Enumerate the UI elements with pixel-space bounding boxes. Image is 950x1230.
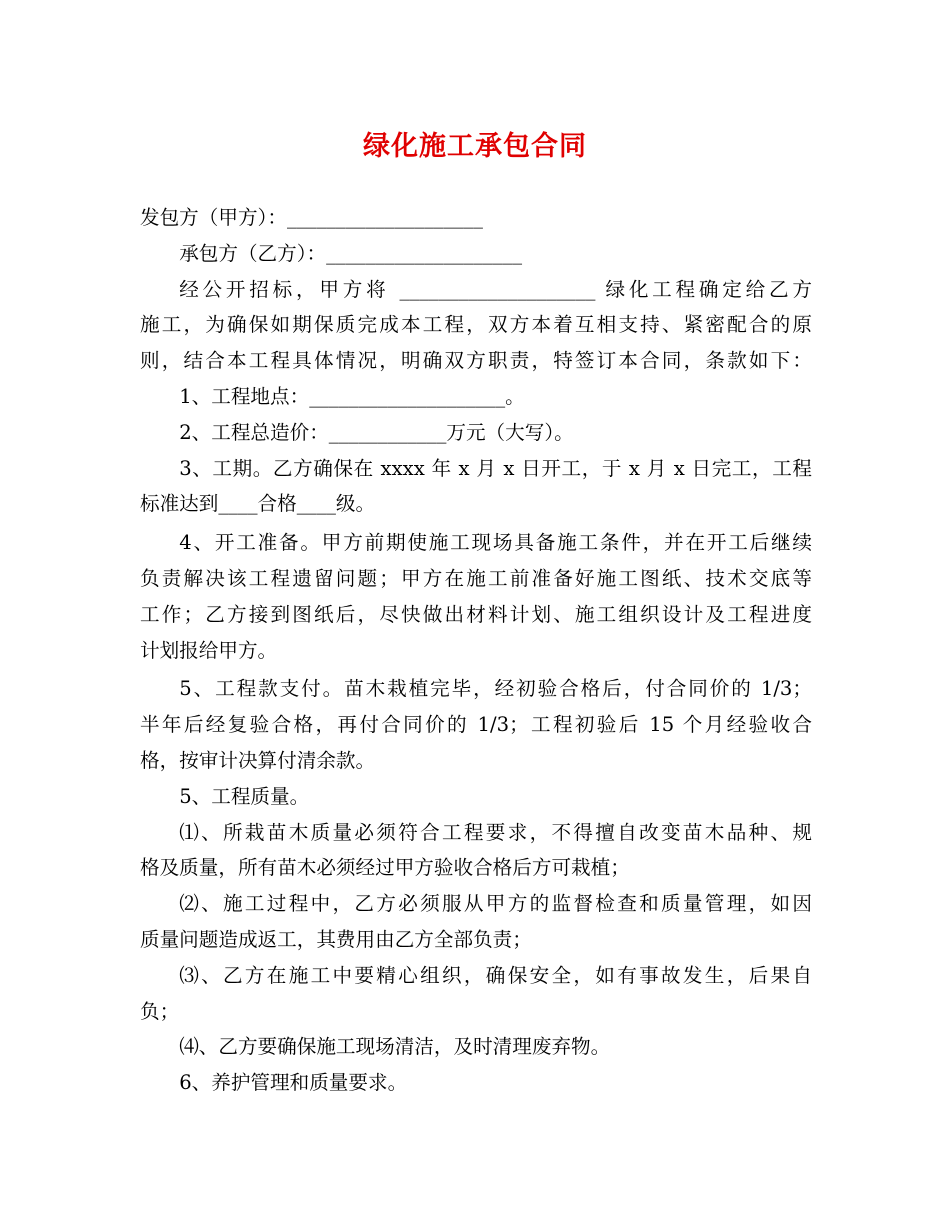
quality-item-3-line-2: 负；	[140, 999, 180, 1023]
quality-item-3-line-1: ⑶、乙方在施工中要精心组织，确保安全，如有事故发生，后果自	[179, 963, 812, 987]
intro-line-3: 则，结合本工程具体情况，明确双方职责，特签订本合同，条款如下：	[140, 349, 812, 373]
quality-item-1-line-1: ⑴、所栽苗木质量必须符合工程要求，不得擅自改变苗木品种、规	[179, 820, 812, 844]
clause-4-line-2: 负责解决该工程遗留问题；甲方在施工前准备好施工图纸、技术交底等	[140, 566, 812, 590]
clause-5-quality-heading: 5、工程质量。	[179, 784, 310, 808]
quality-item-4: ⑷、乙方要确保施工现场清洁，及时清理废弃物。	[179, 1035, 611, 1059]
clause-5-payment-line-2: 半年后经复验合格，再付合同价的 1/3；工程初验后 15 个月经验收合	[140, 713, 812, 737]
clause-4-line-1: 4、开工准备。甲方前期使施工现场具备施工条件，并在开工后继续	[179, 531, 812, 555]
contract-body	[140, 200, 812, 1101]
clause-3-line-2: 标准达到____合格____级。	[140, 492, 376, 516]
clause-6-heading: 6、养护管理和质量要求。	[179, 1071, 408, 1095]
clause-5-payment-line-1: 5、工程款支付。苗木栽植完毕，经初验合格后，付合同价的 1/3；	[179, 677, 812, 701]
clause-4-line-4: 计划报给甲方。	[140, 638, 278, 662]
clause-1-location: 1、工程地点：____________________。	[179, 384, 525, 408]
party-a-line: 发包方（甲方）：____________________	[140, 206, 483, 229]
quality-item-1-line-2: 格及质量，所有苗木必须经过甲方验收合格后方可栽植；	[140, 856, 630, 880]
clause-4-line-3: 工作；乙方接到图纸后，尽快做出材料计划、施工组织设计及工程进度	[140, 602, 812, 626]
party-b-line: 承包方（乙方）：____________________	[179, 241, 523, 265]
document-title: 绿化施工承包合同	[363, 131, 587, 162]
clause-3-line-1: 3、工期。乙方确保在 xxxx 年 x 月 x 日开工，于 x 月 x 日完工，工程	[179, 456, 812, 480]
quality-item-2-line-1: ⑵、施工过程中，乙方必须服从甲方的监督检查和质量管理，如因	[179, 892, 812, 916]
quality-item-2-line-2: 质量问题造成返工，其费用由乙方全部负责；	[140, 927, 532, 951]
clause-2-total-price: 2、工程总造价：____________万元（大写）。	[179, 420, 574, 444]
intro-line-1: 经公开招标，甲方将 ____________________ 绿化工程确定给乙方	[179, 277, 812, 301]
clause-5-payment-line-3: 格，按审计决算付清余款。	[140, 748, 376, 772]
intro-line-2: 施工，为确保如期保质完成本工程，双方本着互相支持、紧密配合的原	[140, 313, 812, 337]
